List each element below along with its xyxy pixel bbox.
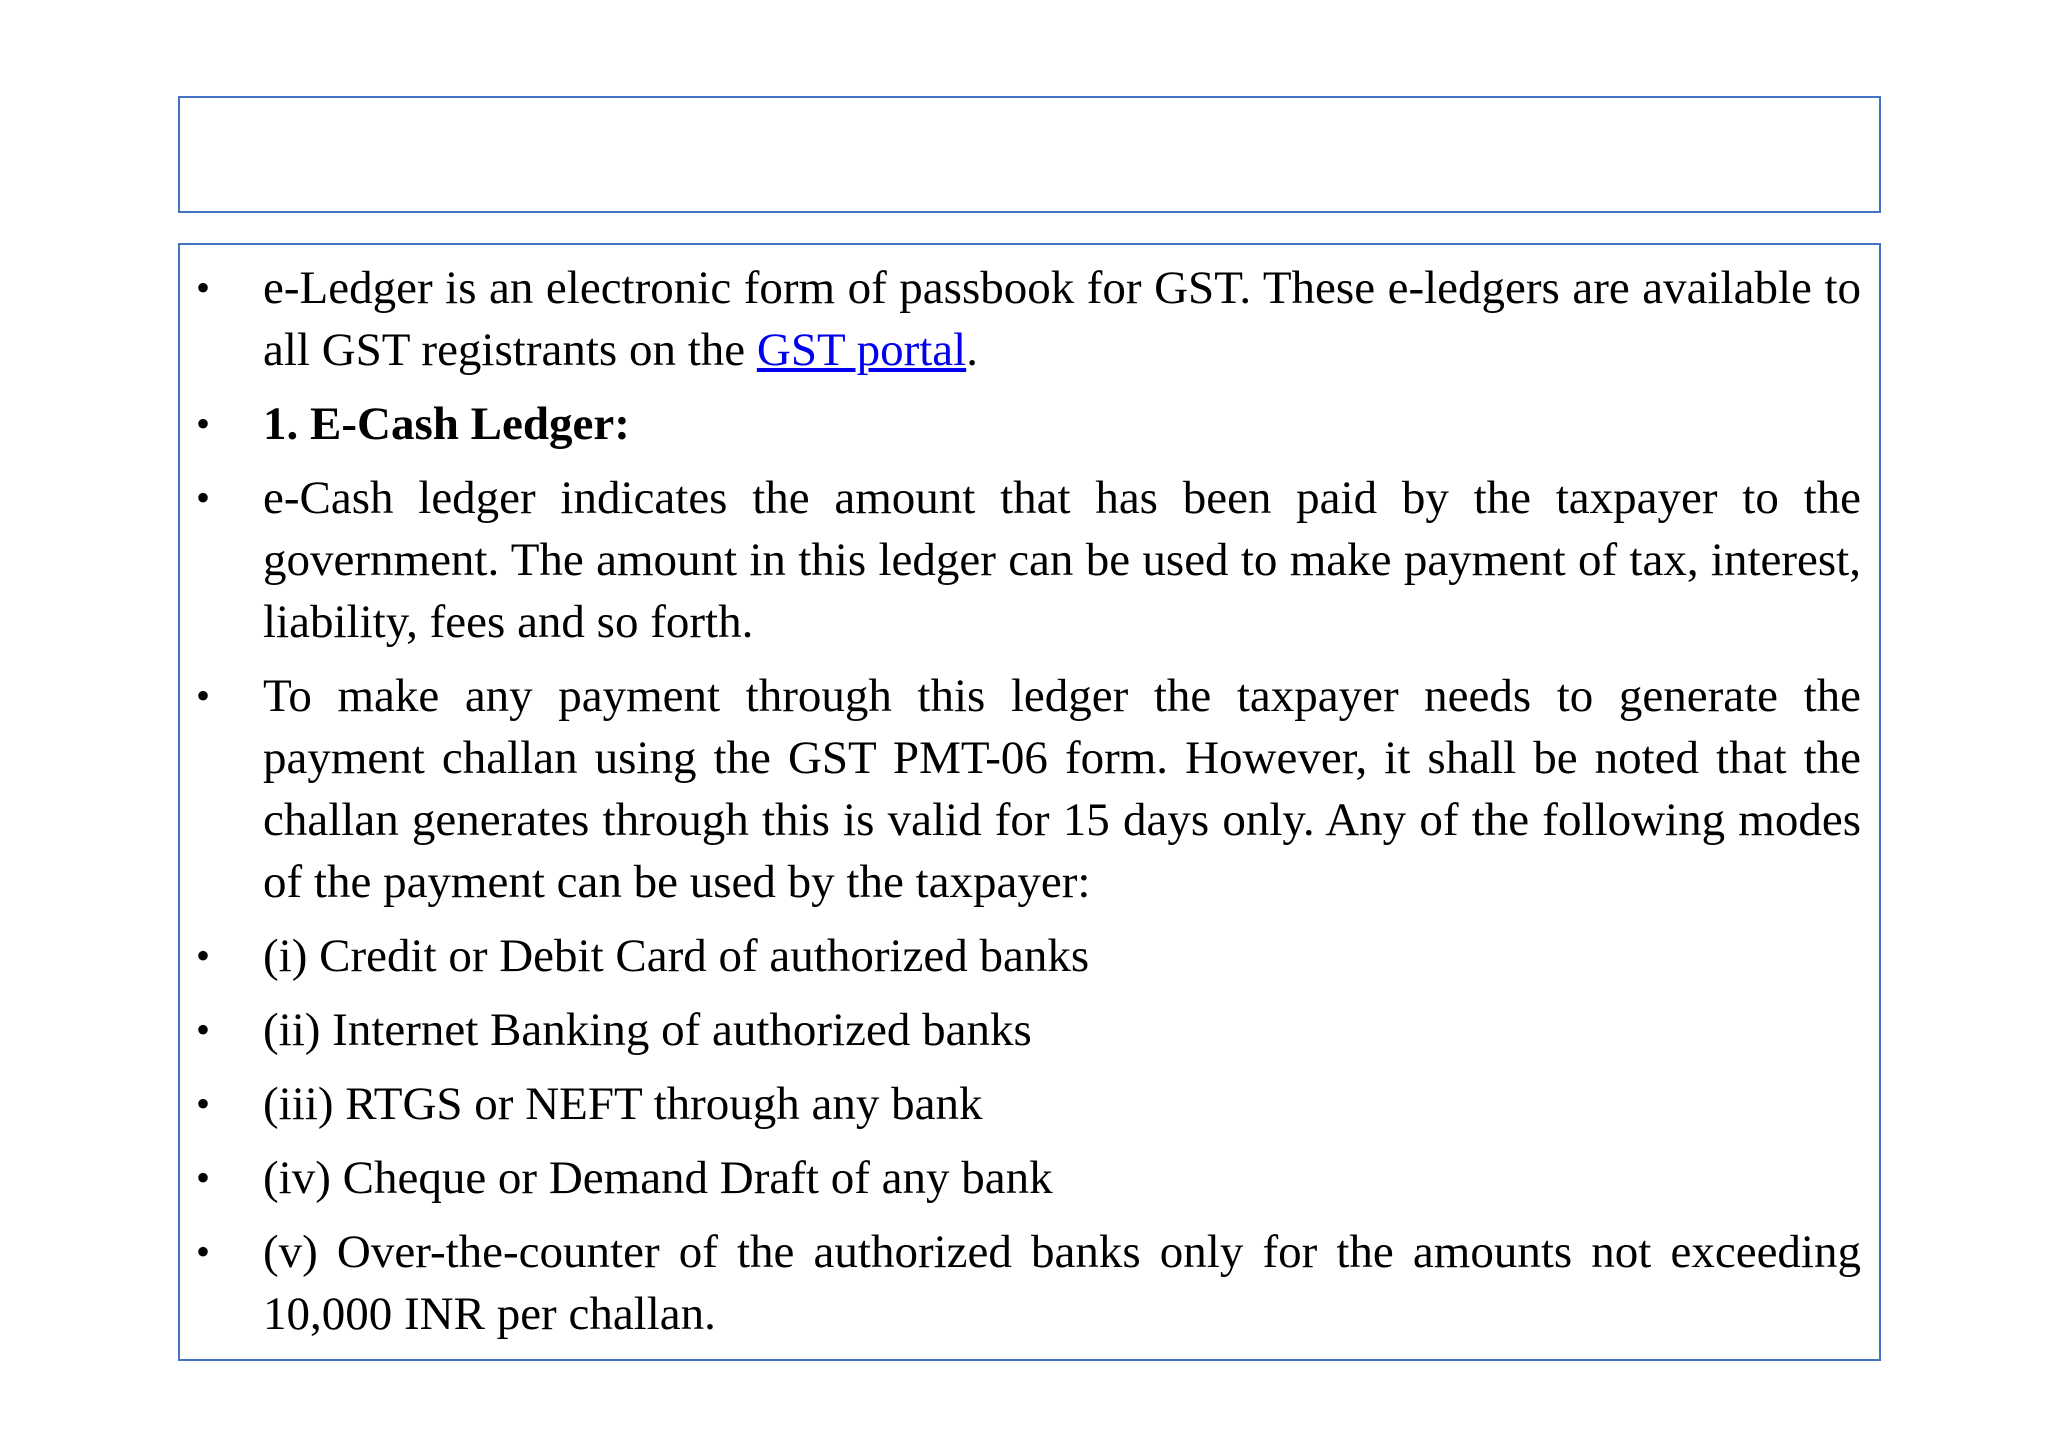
bullet-icon: •	[196, 1229, 211, 1274]
bullet-item-e-cash-description	[180, 467, 1861, 653]
bullet-item-mode-iv	[180, 1147, 1861, 1209]
bullet-icon: •	[196, 673, 211, 718]
bullet-text: e-Ledger is an electronic form of passbook for GST. These e-ledgers are available to all GST registrants on the	[263, 262, 1861, 376]
slide-title-box	[178, 96, 1881, 213]
bullet-icon: •	[196, 401, 211, 446]
bullet-text: To make any payment through this ledger the taxpayer needs to generate the payment challan using the GST PMT-06 form. However, it shall be noted that the challan generates through this is valid for 15 days only. Any of the following modes of the payment can be used by the taxpayer:	[263, 670, 1861, 908]
bullet-icon: •	[196, 475, 211, 520]
bullet-item-mode-i	[180, 925, 1861, 987]
bullet-item-mode-v	[180, 1221, 1861, 1345]
bullet-item-mode-iii	[180, 1073, 1861, 1135]
bullet-item-heading	[180, 393, 1861, 455]
bullet-text: (iii) RTGS or NEFT through any bank	[263, 1078, 983, 1130]
bullet-text: (ii) Internet Banking of authorized banks	[263, 1004, 1032, 1056]
bullet-text: (i) Credit or Debit Card of authorized banks	[263, 930, 1090, 982]
bullet-icon: •	[196, 1007, 211, 1052]
section-heading: 1. E-Cash Ledger:	[263, 398, 630, 450]
bullet-list	[180, 257, 1861, 1345]
bullet-text: (iv) Cheque or Demand Draft of any bank	[263, 1152, 1053, 1204]
bullet-text: e-Cash ledger indicates the amount that has been paid by the taxpayer to the government. The amount in this ledger can be used to make payment of tax, interest, liability, fees and so forth.	[263, 472, 1861, 648]
bullet-item-payment-challan	[180, 665, 1861, 913]
bullet-item-e-ledger	[180, 257, 1861, 381]
bullet-text-end: .	[966, 324, 978, 376]
bullet-item-mode-ii	[180, 999, 1861, 1061]
gst-portal-link[interactable]: GST portal	[756, 324, 967, 376]
slide-content-box	[178, 243, 1881, 1361]
bullet-icon: •	[196, 1155, 211, 1200]
bullet-icon: •	[196, 933, 211, 978]
bullet-icon: •	[196, 265, 211, 310]
bullet-text: (v) Over-the-counter of the authorized banks only for the amounts not exceeding 10,000 INR per challan.	[263, 1226, 1861, 1340]
bullet-icon: •	[196, 1081, 211, 1126]
